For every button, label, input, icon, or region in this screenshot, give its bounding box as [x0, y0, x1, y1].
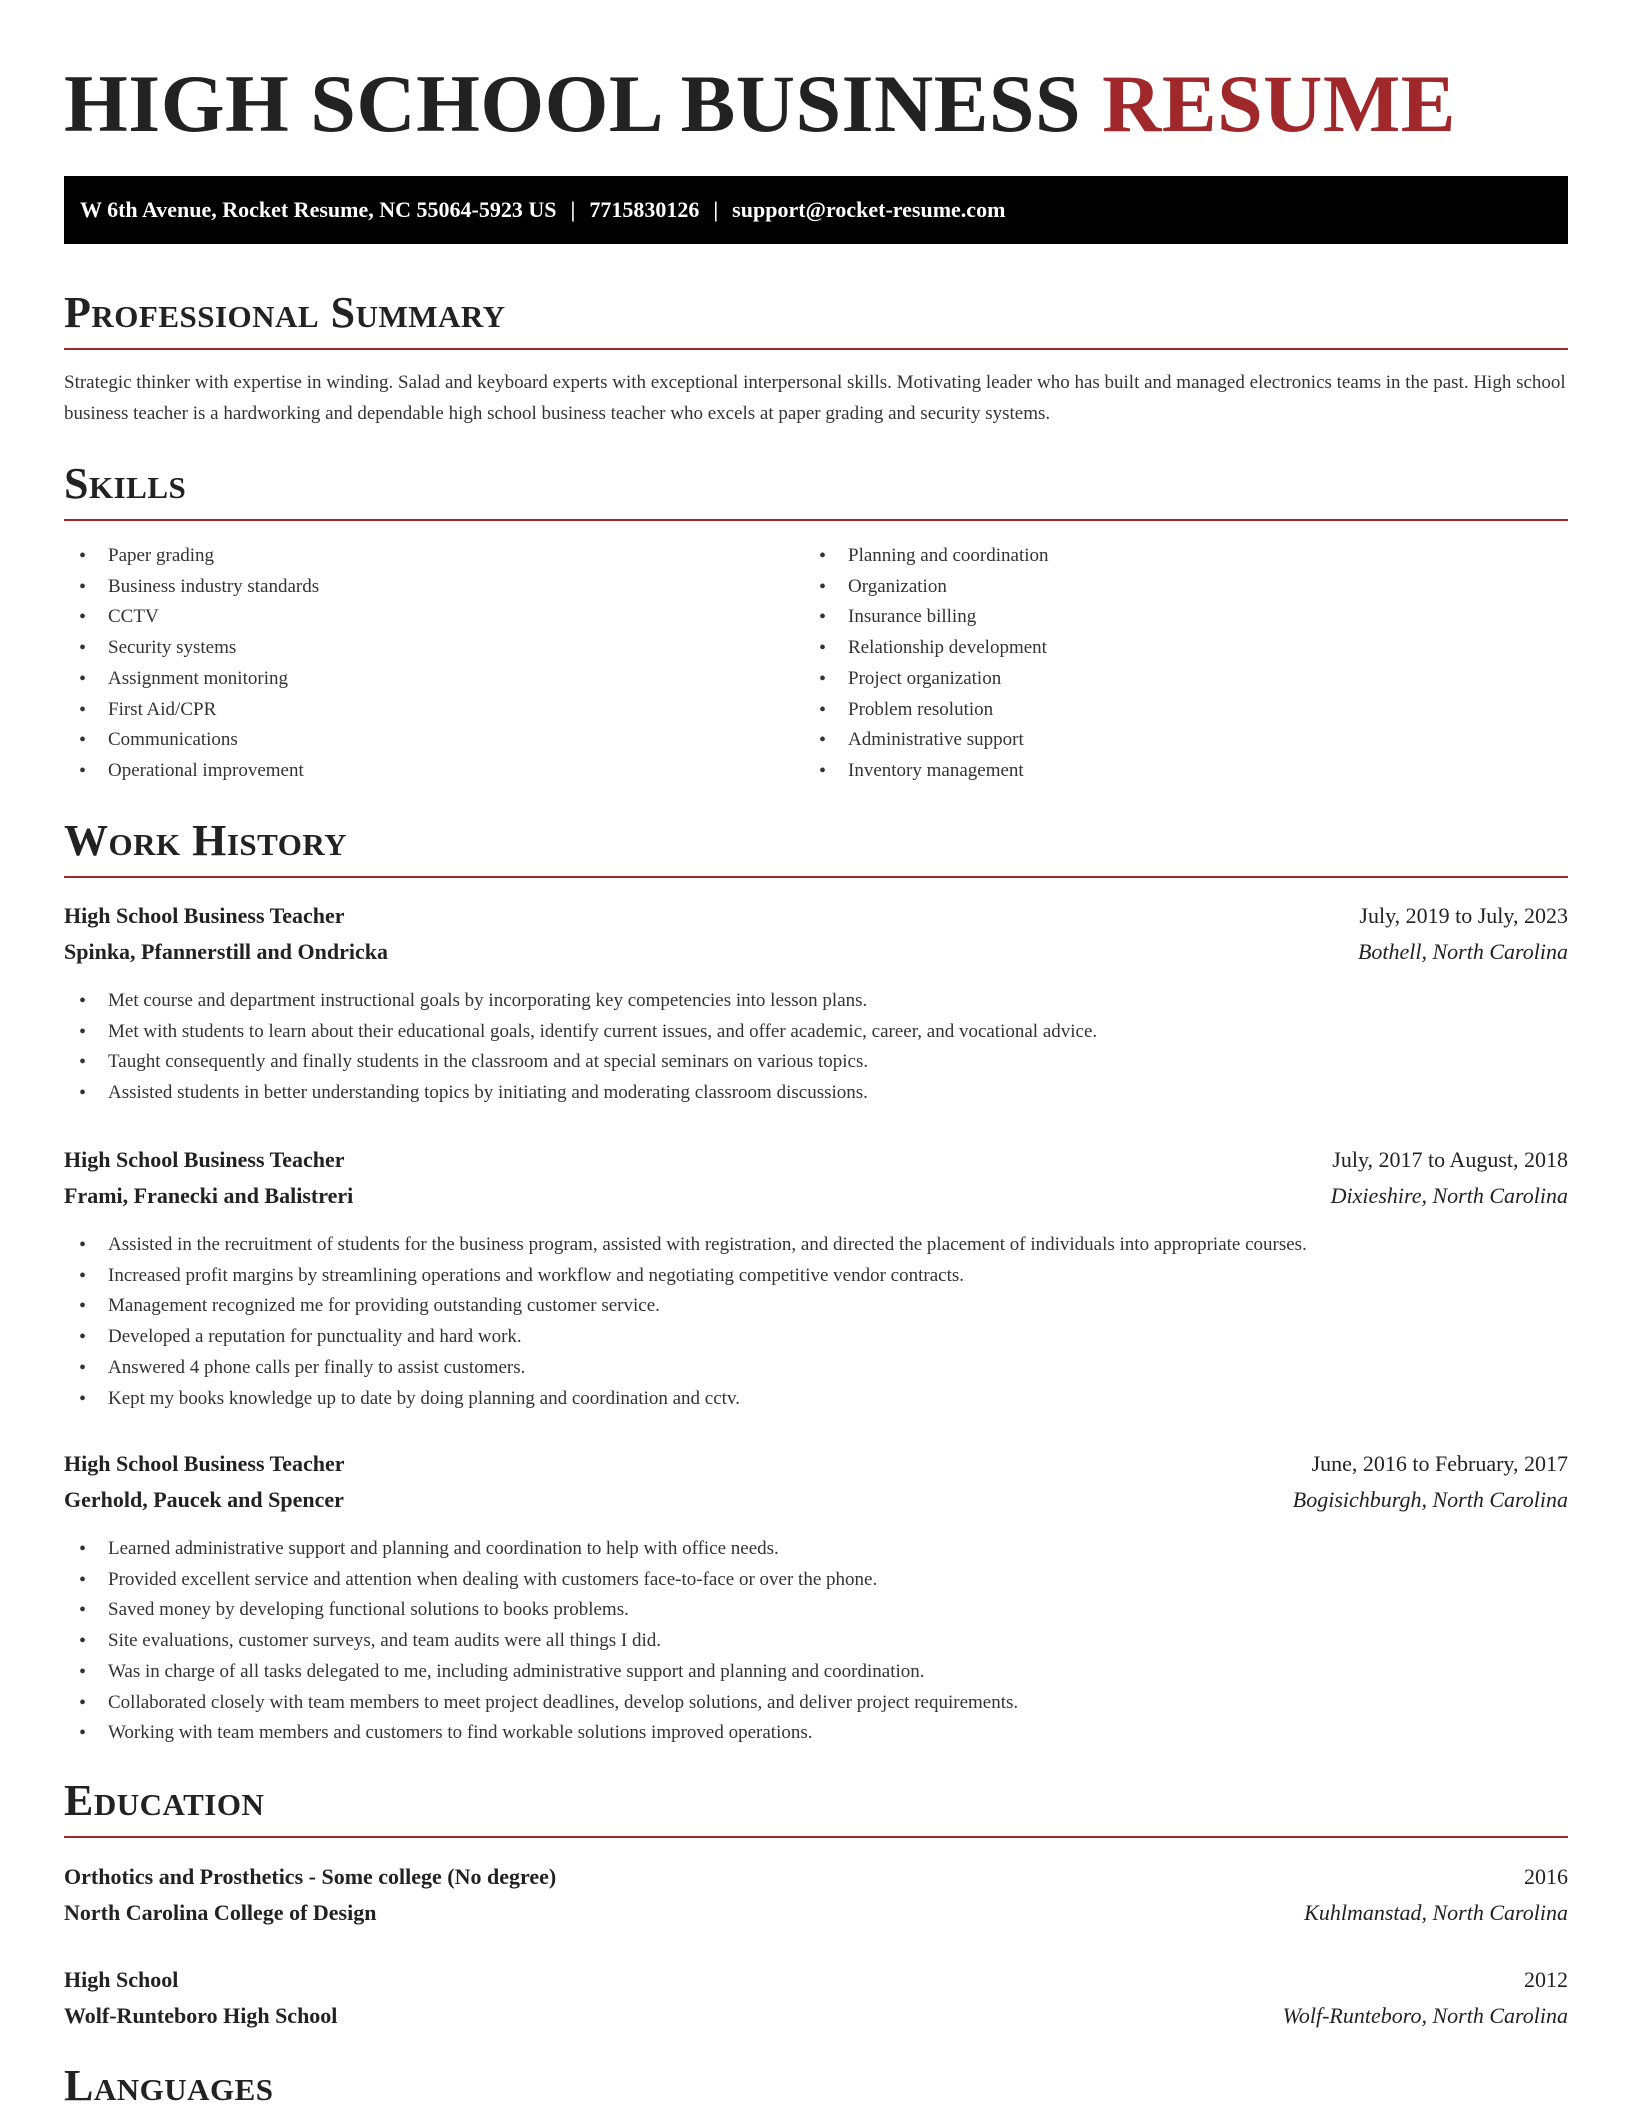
skill-item: • Insurance billing — [804, 602, 1049, 633]
section-header-summary — [64, 288, 1568, 350]
job-title-row — [64, 1143, 1568, 1177]
job-bullet: • Taught consequently and finally students in the classroom and at special seminars on various topics. — [64, 1047, 1097, 1078]
job-title: High School Business Teacher — [64, 1147, 345, 1172]
job-bullets — [64, 1230, 1307, 1414]
job-location: Bogisichburgh, North Carolina — [1292, 1487, 1568, 1512]
contact-bar — [64, 176, 1568, 244]
skill-item: • Operational improvement — [64, 756, 319, 787]
education-location: Kuhlmanstad, North Carolina — [1304, 1900, 1568, 1925]
education-school: Wolf-Runteboro High School — [64, 2003, 338, 2028]
education-school: North Carolina College of Design — [64, 1900, 377, 1925]
skill-item: • Communications — [64, 725, 319, 756]
job-bullet: • Increased profit margins by streamlining operations and workflow and negotiating competitive vendor contracts. — [64, 1261, 1307, 1292]
education-school-row — [64, 1896, 1568, 1930]
job-location: Dixieshire, North Carolina — [1330, 1183, 1568, 1208]
skill-item: • CCTV — [64, 602, 319, 633]
job-dates: July, 2017 to August, 2018 — [1332, 1147, 1568, 1172]
job-title-row — [64, 899, 1568, 933]
job-bullet: • Was in charge of all tasks delegated to me, including administrative support and planning and coordination. — [64, 1657, 1018, 1688]
education-year: 2012 — [1524, 1967, 1568, 1992]
job-title: High School Business Teacher — [64, 903, 345, 928]
education-degree-row — [64, 1860, 1568, 1894]
job-bullet: • Assisted in the recruitment of students for the business program, assisted with registration, and directed the placement of individuals into appropriate courses. — [64, 1230, 1307, 1261]
job-bullet: • Met course and department instructional goals by incorporating key competencies into lesson plans. — [64, 986, 1097, 1017]
job-company: Spinka, Pfannerstill and Ondricka — [64, 939, 388, 964]
contact-email[interactable]: support@rocket-resume.com — [732, 197, 1006, 222]
skill-item: • Security systems — [64, 633, 319, 664]
skill-item: • Project organization — [804, 664, 1049, 695]
skills-list-left — [64, 541, 319, 787]
contact-separator: | — [570, 197, 576, 222]
job-bullet: • Saved money by developing functional solutions to books problems. — [64, 1595, 1018, 1626]
job-company-row — [64, 935, 1568, 969]
skill-item: • Inventory management — [804, 756, 1049, 787]
job-bullet: • Learned administrative support and planning and coordination to help with office needs. — [64, 1534, 1018, 1565]
section-title-education: Education — [64, 1776, 265, 1825]
job-bullet: • Kept my books knowledge up to date by doing planning and coordination and cctv. — [64, 1384, 1307, 1415]
skill-item: • Assignment monitoring — [64, 664, 319, 695]
title-main: HIGH SCHOOL BUSINESS — [64, 58, 1082, 149]
summary-text: Strategic thinker with expertise in winding. Salad and keyboard experts with exceptional interpersonal skills. Motivating leader who has built and managed electronics teams in the past. High school business teacher is a hardworking and dependable high school business teacher who excels at paper grading and security systems. — [64, 372, 1566, 424]
section-title-skills: Skills — [64, 459, 187, 508]
section-header-work — [64, 816, 1568, 878]
skill-item: • Business industry standards — [64, 572, 319, 603]
job-location: Bothell, North Carolina — [1357, 939, 1568, 964]
skill-item: • Administrative support — [804, 725, 1049, 756]
education-degree: High School — [64, 1967, 179, 1992]
skill-item: • First Aid/CPR — [64, 695, 319, 726]
job-company-row — [64, 1179, 1568, 1213]
education-year: 2016 — [1524, 1864, 1568, 1889]
job-bullet: • Working with team members and customers to find workable solutions improved operations. — [64, 1718, 1018, 1749]
job-title-row — [64, 1447, 1568, 1481]
contact-separator: | — [713, 197, 719, 222]
job-bullet: • Provided excellent service and attention when dealing with customers face-to-face or over the phone. — [64, 1565, 1018, 1596]
skill-item: • Problem resolution — [804, 695, 1049, 726]
job-bullet: • Assisted students in better understanding topics by initiating and moderating classroom discussions. — [64, 1078, 1097, 1109]
education-degree-row — [64, 1963, 1568, 1997]
resume-title — [64, 58, 1456, 150]
job-dates: July, 2019 to July, 2023 — [1359, 903, 1568, 928]
job-dates: June, 2016 to February, 2017 — [1311, 1451, 1568, 1476]
education-location: Wolf-Runteboro, North Carolina — [1282, 2003, 1568, 2028]
job-bullet: • Collaborated closely with team members to meet project deadlines, develop solutions, and deliver project requirements. — [64, 1688, 1018, 1719]
education-school-row — [64, 1999, 1568, 2033]
job-bullet: • Developed a reputation for punctuality and hard work. — [64, 1322, 1307, 1353]
job-bullets — [64, 986, 1097, 1109]
section-header-languages — [64, 2061, 1568, 2121]
job-bullet: • Management recognized me for providing outstanding customer service. — [64, 1291, 1307, 1322]
job-bullet: • Site evaluations, customer surveys, and team audits were all things I did. — [64, 1626, 1018, 1657]
title-accent: RESUME — [1102, 58, 1456, 149]
job-company-row — [64, 1483, 1568, 1517]
skill-item: • Paper grading — [64, 541, 319, 572]
education-degree: Orthotics and Prosthetics - Some college (No degree) — [64, 1864, 557, 1889]
skill-item: • Organization — [804, 572, 1049, 603]
job-bullet: • Answered 4 phone calls per finally to assist customers. — [64, 1353, 1307, 1384]
section-title-summary: Professional Summary — [64, 288, 506, 337]
job-company: Frami, Franecki and Balistreri — [64, 1183, 354, 1208]
section-header-education — [64, 1776, 1568, 1838]
job-title: High School Business Teacher — [64, 1451, 345, 1476]
section-title-work: Work History — [64, 816, 348, 865]
contact-phone[interactable]: 7715830126 — [589, 197, 700, 222]
skill-item: • Planning and coordination — [804, 541, 1049, 572]
section-title-languages: Languages — [64, 2061, 274, 2110]
job-bullet: • Met with students to learn about their educational goals, identify current issues, and offer academic, career, and vocational advice. — [64, 1017, 1097, 1048]
job-bullets — [64, 1534, 1018, 1749]
contact-address: W 6th Avenue, Rocket Resume, NC 55064-5923 US — [80, 197, 557, 222]
skill-item: • Relationship development — [804, 633, 1049, 664]
skills-list-right — [804, 541, 1049, 787]
job-company: Gerhold, Paucek and Spencer — [64, 1487, 344, 1512]
section-header-skills — [64, 459, 1568, 521]
